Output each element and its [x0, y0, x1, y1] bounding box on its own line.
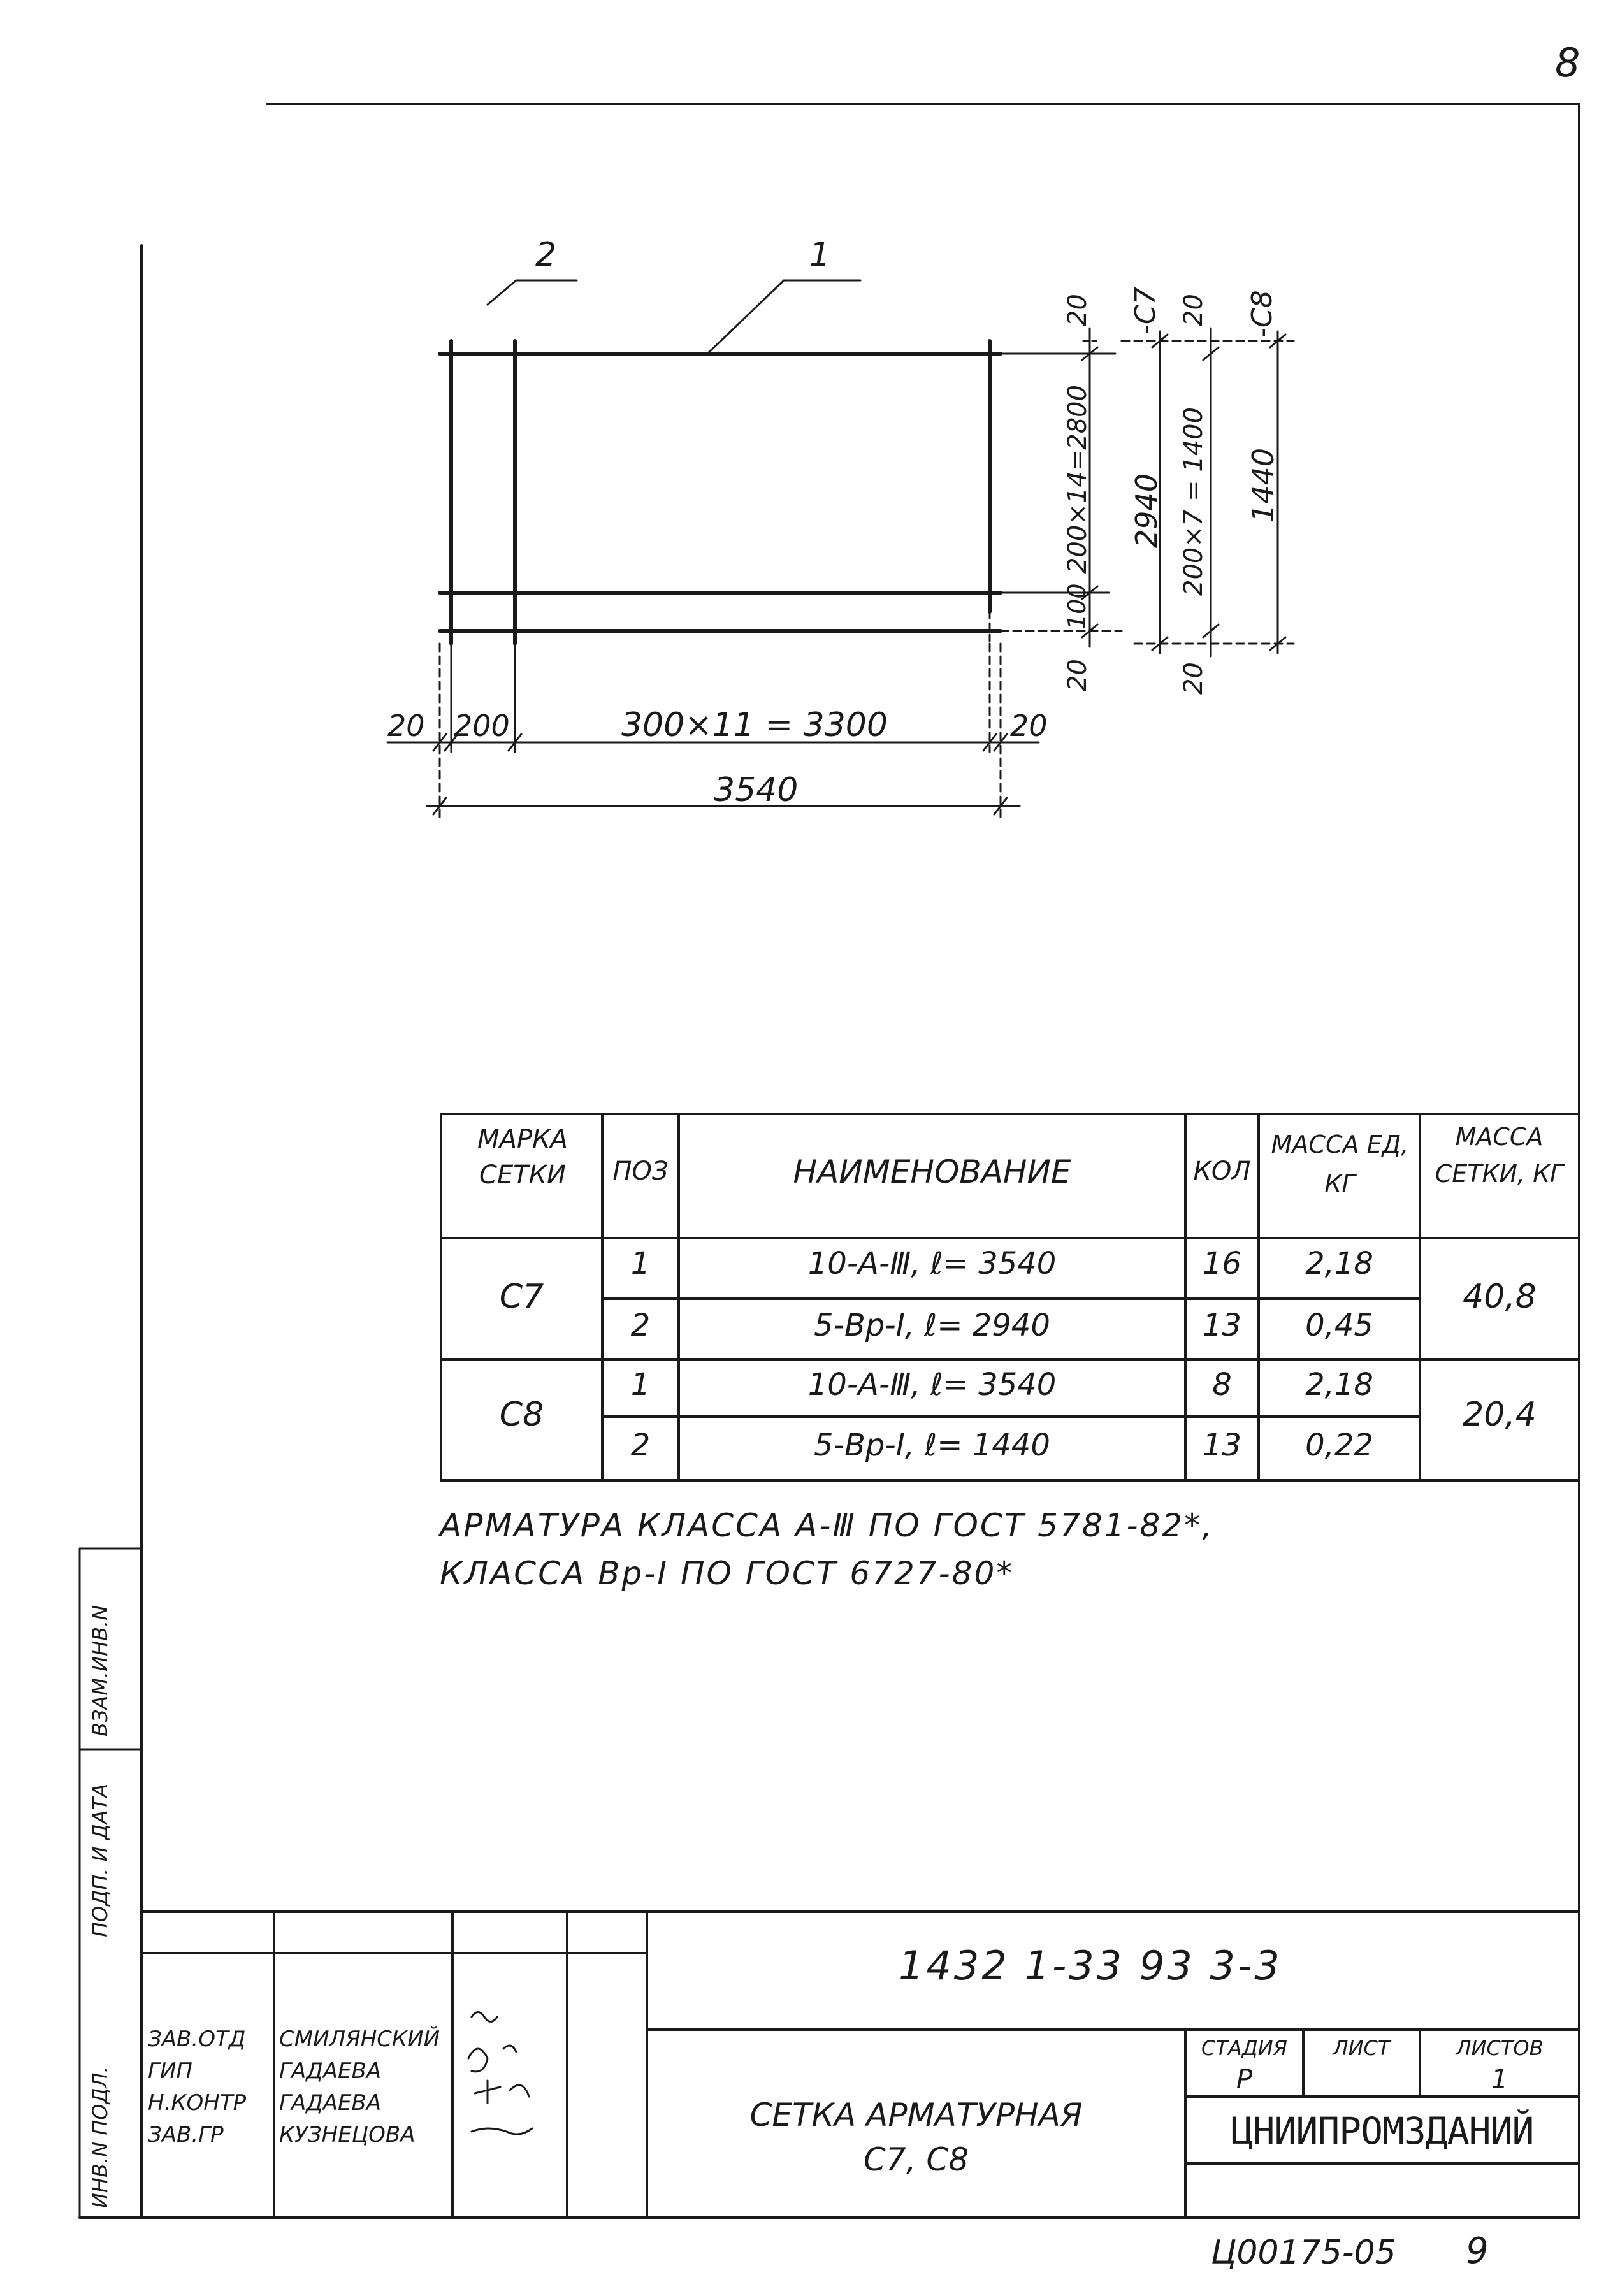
dim-span-3300: 300×11 = 3300 [621, 706, 888, 744]
group-mass-c8: 20,4 [1463, 1396, 1537, 1434]
group-mass-c7: 40,8 [1463, 1278, 1537, 1316]
document-code: 1432 1-33 93 3-3 [899, 1942, 1282, 1989]
dim-bottom-20-b: 20 [1179, 662, 1208, 695]
row-qty: 16 [1202, 1246, 1242, 1282]
header-mesh-mass: МАССА СЕТКИ, КГ [1435, 1123, 1564, 1188]
note-line-1: АРМАТУРА КЛАССА А-Ⅲ ПО ГОСТ 5781-82*, [440, 1507, 1215, 1544]
row-qty: 13 [1202, 1308, 1242, 1343]
row-unit-mass: 0,22 [1305, 1427, 1373, 1463]
group-mark-c7: С7 [499, 1278, 544, 1316]
stage-label: СТАДИЯ [1201, 2036, 1287, 2060]
mark-c8: -C8 [1246, 290, 1278, 338]
row-pos: 2 [630, 1427, 651, 1463]
row-unit-mass: 0,45 [1305, 1308, 1373, 1343]
row-qty: 8 [1212, 1367, 1232, 1403]
archive-sheet: 9 [1466, 2230, 1489, 2272]
margin-inv-original: ИНВ.N ПОДЛ. [88, 2066, 112, 2208]
note-line-2: КЛАССА Вр-I ПО ГОСТ 6727-80* [440, 1555, 1015, 1592]
dim-grid-c8: 200×7 = 1400 [1179, 407, 1208, 596]
organization-name: ЦНИИПРОМЗДАНИЙ [1231, 2109, 1534, 2153]
name: СМИЛЯНСКИЙ [279, 2026, 440, 2052]
sheets-label: ЛИСТОВ [1456, 2036, 1544, 2060]
page-number: 8 [1555, 40, 1580, 86]
row-pos: 2 [630, 1308, 651, 1343]
dim-total-3540: 3540 [714, 771, 799, 809]
name: ГАДАЕВА [279, 2090, 382, 2116]
row-name: 10-А-Ⅲ, ℓ= 3540 [807, 1367, 1057, 1403]
dim-top-20-a: 20 [1063, 294, 1092, 326]
stage-value: Р [1236, 2063, 1253, 2095]
row-name: 10-А-Ⅲ, ℓ= 3540 [807, 1246, 1057, 1282]
row-qty: 13 [1202, 1427, 1242, 1463]
header-unit-mass: МАССА ЕД, КГ [1271, 1130, 1409, 1198]
title-line-2: С7, С8 [863, 2141, 969, 2178]
row-unit-mass: 2,18 [1305, 1246, 1373, 1282]
margin-replaced-inv: ВЗАМ.ИНВ.N [88, 1605, 112, 1736]
dim-height-2940: 2940 [1129, 473, 1164, 548]
dim-bottom-100: 100 [1063, 583, 1091, 630]
role: ЗАВ.ОТД [148, 2026, 246, 2052]
dim-bottom-20-a: 20 [1063, 659, 1092, 691]
title-line-1: СЕТКА АРМАТУРНАЯ [749, 2097, 1083, 2134]
dim-right-20: 20 [1010, 709, 1048, 743]
mark-c7: -C7 [1129, 287, 1162, 335]
row-unit-mass: 2,18 [1305, 1367, 1373, 1403]
dim-grid-c7: 200×14=2800 [1063, 384, 1092, 574]
role: Н.КОНТР [148, 2090, 247, 2116]
row-pos: 1 [630, 1367, 651, 1403]
dim-left-20: 20 [387, 709, 425, 743]
sheet-label: ЛИСТ [1333, 2036, 1391, 2060]
header-pos: ПОЗ [612, 1157, 669, 1186]
position-marker-1: 1 [809, 236, 831, 274]
dim-height-1440: 1440 [1246, 447, 1280, 523]
name: ГАДАЕВА [279, 2058, 382, 2084]
row-pos: 1 [630, 1246, 651, 1282]
header-name: НАИМЕНОВАНИЕ [793, 1153, 1071, 1190]
dim-200: 200 [454, 709, 510, 743]
group-mark-c8: С8 [499, 1396, 544, 1434]
role: ЗАВ.ГР [148, 2122, 224, 2148]
name: КУЗНЕЦОВА [279, 2122, 416, 2148]
row-name: 5-Вр-I, ℓ= 1440 [814, 1427, 1050, 1463]
row-name: 5-Вр-I, ℓ= 2940 [814, 1308, 1050, 1343]
sheets-value: 1 [1491, 2063, 1508, 2095]
archive-number: Ц00175-05 [1211, 2234, 1396, 2272]
dim-top-20-b: 20 [1179, 294, 1208, 326]
position-marker-2: 2 [535, 236, 557, 274]
header-mark: МАРКА СЕТКИ [477, 1125, 568, 1190]
header-qty: КОЛ [1193, 1157, 1251, 1186]
role: ГИП [148, 2058, 192, 2084]
margin-sign-date: ПОДП. И ДАТА [88, 1783, 112, 1937]
